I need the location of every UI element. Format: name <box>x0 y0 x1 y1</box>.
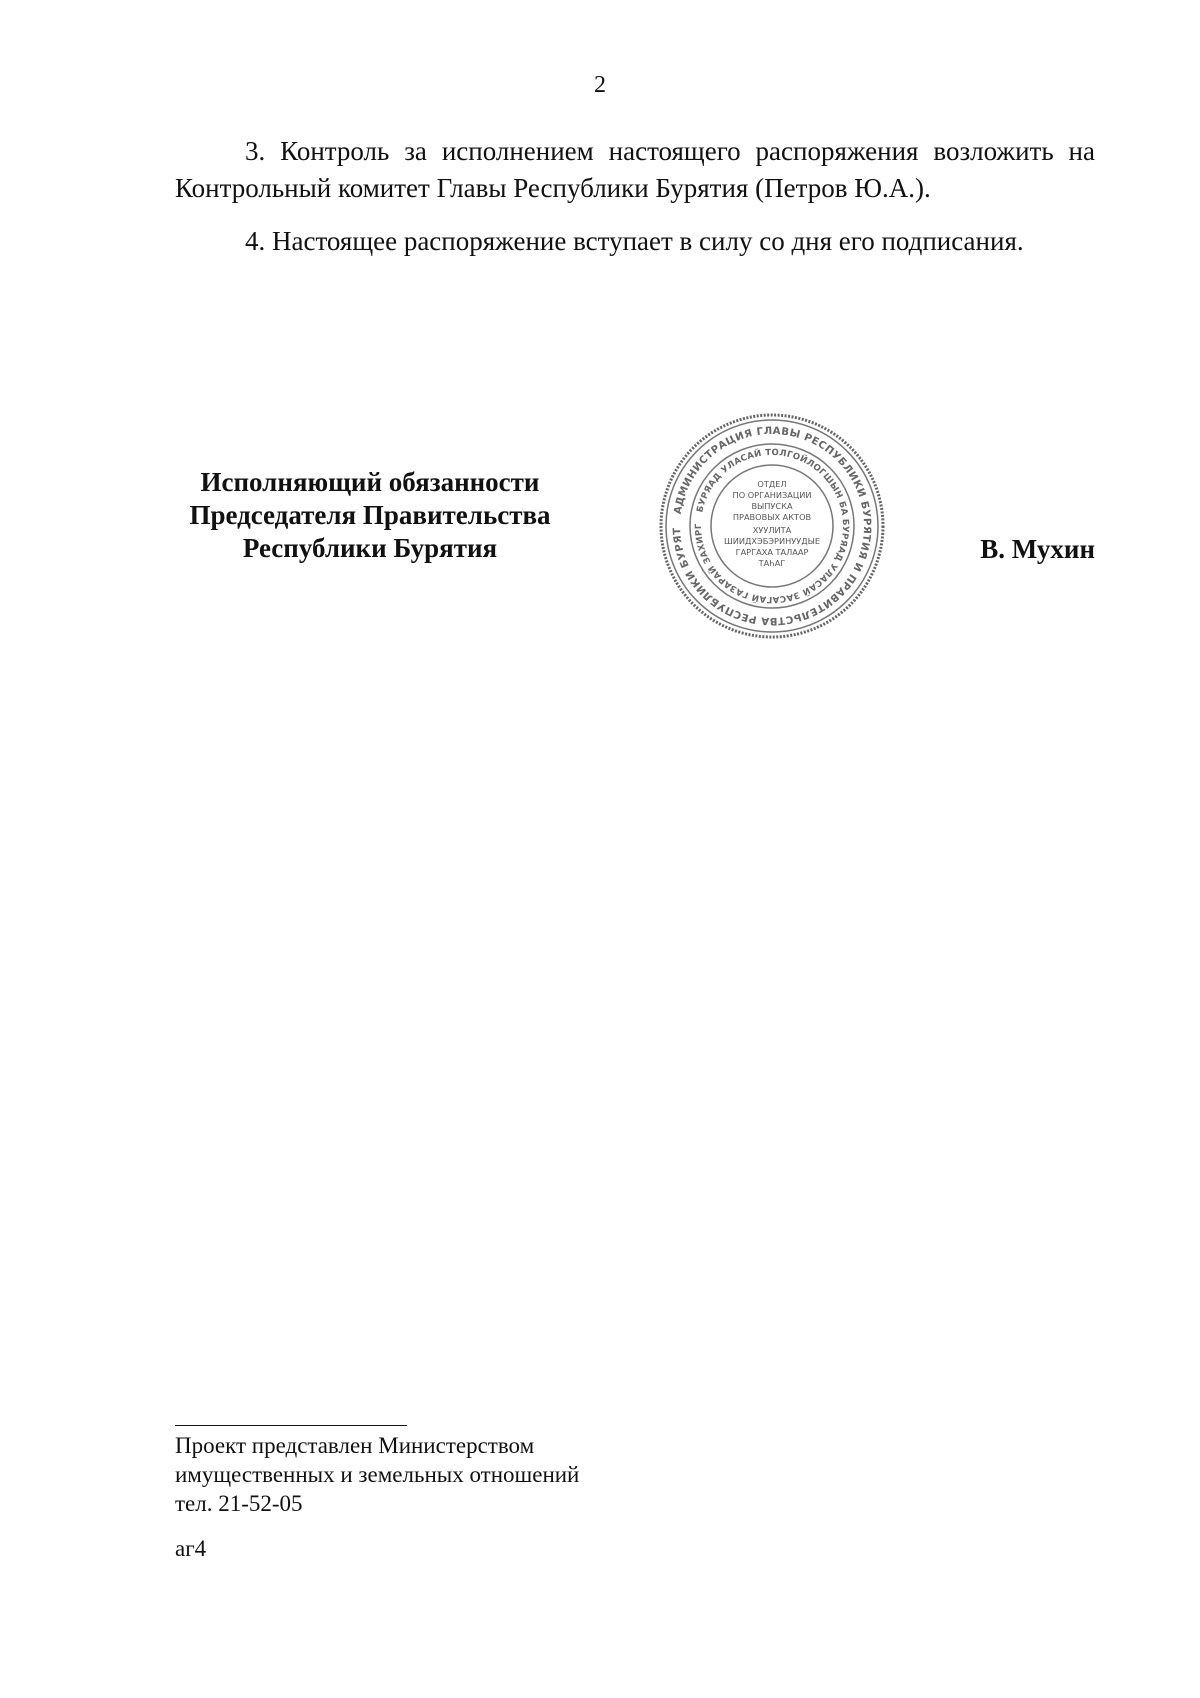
signatory-name: В. Мухин <box>980 534 1095 564</box>
seal-center-text <box>724 479 820 568</box>
footnote <box>175 1431 775 1518</box>
seal-center-line: ХУУЛИТА <box>752 525 792 535</box>
page-number: 2 <box>594 72 606 98</box>
footnote-divider <box>175 1425 407 1426</box>
signatory-title-line-1: Исполняющий обязанности <box>200 467 540 497</box>
official-seal <box>657 411 887 641</box>
footnote-line-1: Проект представлен Министерством <box>175 1433 535 1458</box>
paragraph-3-line-2: Контрольный комитет Главы Республики Бурятия (Петров Ю.А.). <box>175 173 931 203</box>
seal-inner-text: БУРЯАД УЛАСАЙ ТОЛГОЙЛОГШЫН БА БУРЯАД УЛАСАЙ ЗАСАГАЙ ГАЗАРАЙ ЗАХИРГ <box>693 447 851 605</box>
seal-center-line: ШИИДХЭБЭРИНУУДЫЕ <box>723 536 821 546</box>
seal-center-line: ГАРГАХА ТАЛААР <box>735 547 809 557</box>
footnote-phone: тел. 21-52-05 <box>175 1491 303 1516</box>
signatory-title <box>165 466 575 565</box>
signatory-title-line-2: Председателя Правительства <box>189 500 551 530</box>
footnote-line-2: имущественных и земельных отношений <box>175 1462 580 1487</box>
seal-center-line: ПО ОРГАНИЗАЦИИ <box>732 490 812 500</box>
document-code: аг4 <box>175 1536 207 1561</box>
seal-outer-text: АДМИНИСТРАЦИЯ ГЛАВЫ РЕСПУБЛИКИ БУРЯТИЯ И ПРАВИТЕЛЬСТВА РЕСПУБЛИКИ БУРЯТ <box>671 425 873 627</box>
paragraph-4-line-1: 4. Настоящее распоряжение вступает в силу со дня его подписания. <box>245 226 1024 256</box>
seal-center-line: ОТДЕЛ <box>757 479 787 489</box>
paragraph-3-continuation <box>175 170 1095 207</box>
paragraph-3 <box>175 133 1095 170</box>
seal-graphic <box>657 411 887 641</box>
seal-center-line: ВЫПУСКА <box>751 501 793 511</box>
seal-center-line: ПРАВОВЫХ АКТОВ <box>732 512 812 522</box>
paragraph-4 <box>175 223 1095 260</box>
seal-center-line: ТАҺАГ <box>758 558 786 568</box>
signatory-title-line-3: Республики Бурятия <box>242 533 498 563</box>
paragraph-3-line-1: 3. Контроль за исполнением настоящего распоряжения возложить на <box>245 136 1095 166</box>
